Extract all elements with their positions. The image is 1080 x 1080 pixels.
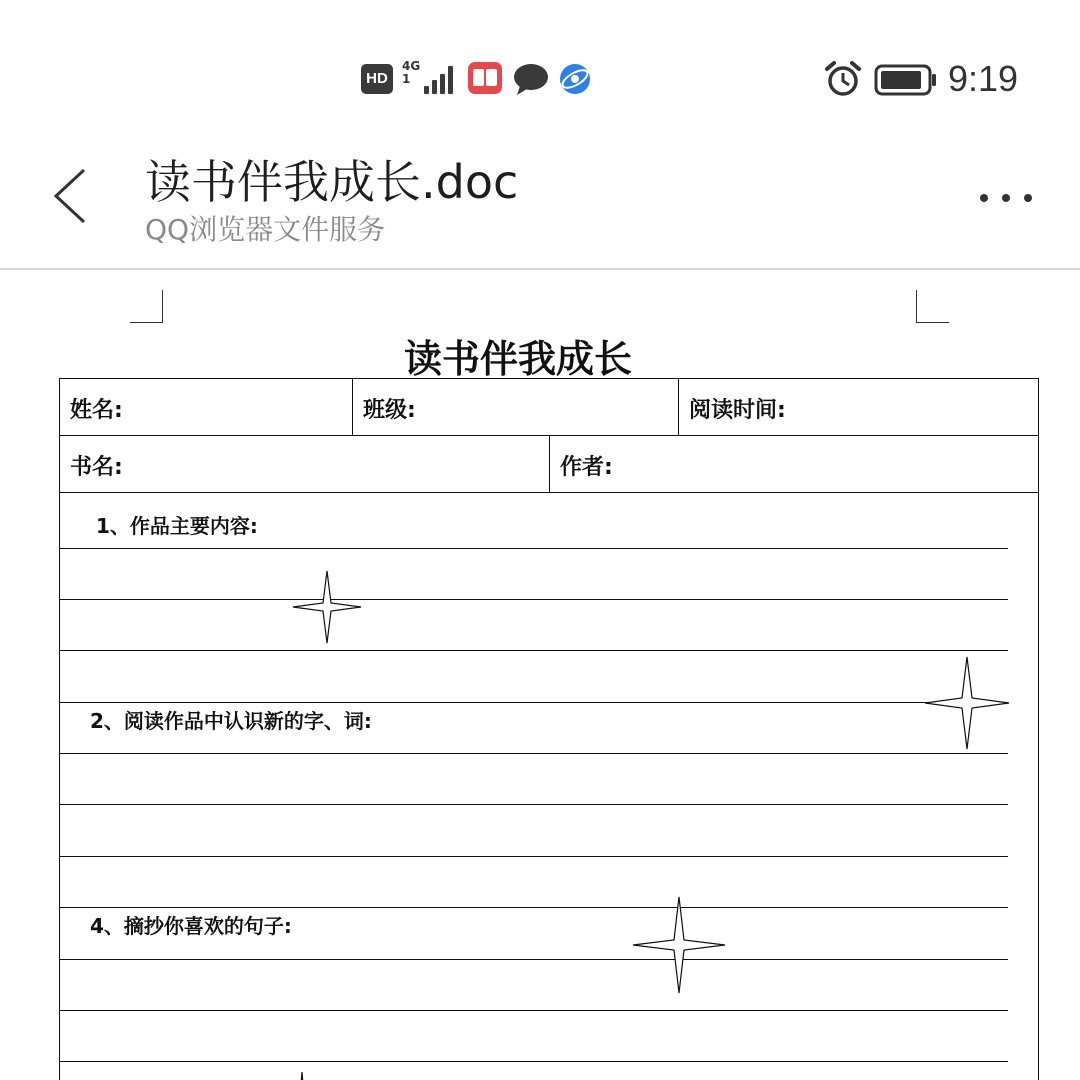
browser-app-icon — [558, 62, 592, 96]
section-favorite-sentences: 4、摘抄你喜欢的句子: — [90, 914, 292, 938]
grid-line — [678, 378, 679, 435]
document-title: 读书伴我成长.doc — [145, 155, 519, 209]
name-field-label: 姓名: — [70, 398, 123, 423]
reading-time-field-label: 阅读时间: — [689, 398, 786, 423]
section-new-words: 2、阅读作品中认识新的字、词: — [90, 709, 372, 733]
status-bar — [0, 0, 1080, 150]
more-options-button[interactable] — [972, 182, 1042, 212]
author-field-label: 作者: — [560, 455, 613, 480]
status-time: 9:19 — [948, 58, 1019, 99]
app-header — [0, 130, 1080, 270]
battery-icon — [874, 64, 938, 96]
grid-line — [549, 435, 550, 492]
grid-line — [352, 378, 353, 435]
class-field-label: 班级: — [363, 398, 416, 423]
page-heading: 读书伴我成长 — [403, 337, 632, 381]
sparkle-star-icon — [272, 1068, 332, 1080]
writing-line — [59, 548, 1008, 549]
sparkle-star-icon — [924, 656, 1010, 750]
writing-line — [59, 856, 1008, 857]
writing-line — [59, 804, 1008, 805]
book-app-icon — [468, 62, 502, 94]
writing-line — [59, 959, 1008, 960]
writing-line — [59, 1061, 1008, 1062]
writing-line — [59, 907, 1008, 908]
sparkle-star-icon — [632, 896, 726, 994]
network-type-label — [402, 60, 420, 86]
alarm-icon — [824, 60, 862, 98]
grid-line — [59, 492, 1038, 493]
back-button[interactable] — [50, 166, 90, 226]
signal-icon — [424, 62, 458, 94]
book-name-field-label: 书名: — [70, 455, 123, 480]
writing-line — [59, 599, 1008, 600]
chat-app-icon — [512, 62, 550, 96]
document-viewer[interactable] — [0, 270, 1080, 1080]
more-dots-icon — [980, 194, 988, 202]
writing-line — [59, 1010, 1008, 1011]
network-sim: 1 — [402, 72, 411, 86]
hd-icon: HD — [361, 64, 393, 94]
section-main-content: 1、作品主要内容: — [96, 514, 258, 538]
margin-mark-right — [916, 290, 949, 323]
network-type: 4G — [402, 59, 421, 73]
margin-mark-left — [130, 290, 163, 323]
document-source: QQ浏览器文件服务 — [145, 213, 386, 246]
writing-line — [59, 753, 1008, 754]
sparkle-star-icon — [292, 570, 362, 644]
writing-line — [59, 650, 1008, 651]
writing-line — [59, 702, 1008, 703]
